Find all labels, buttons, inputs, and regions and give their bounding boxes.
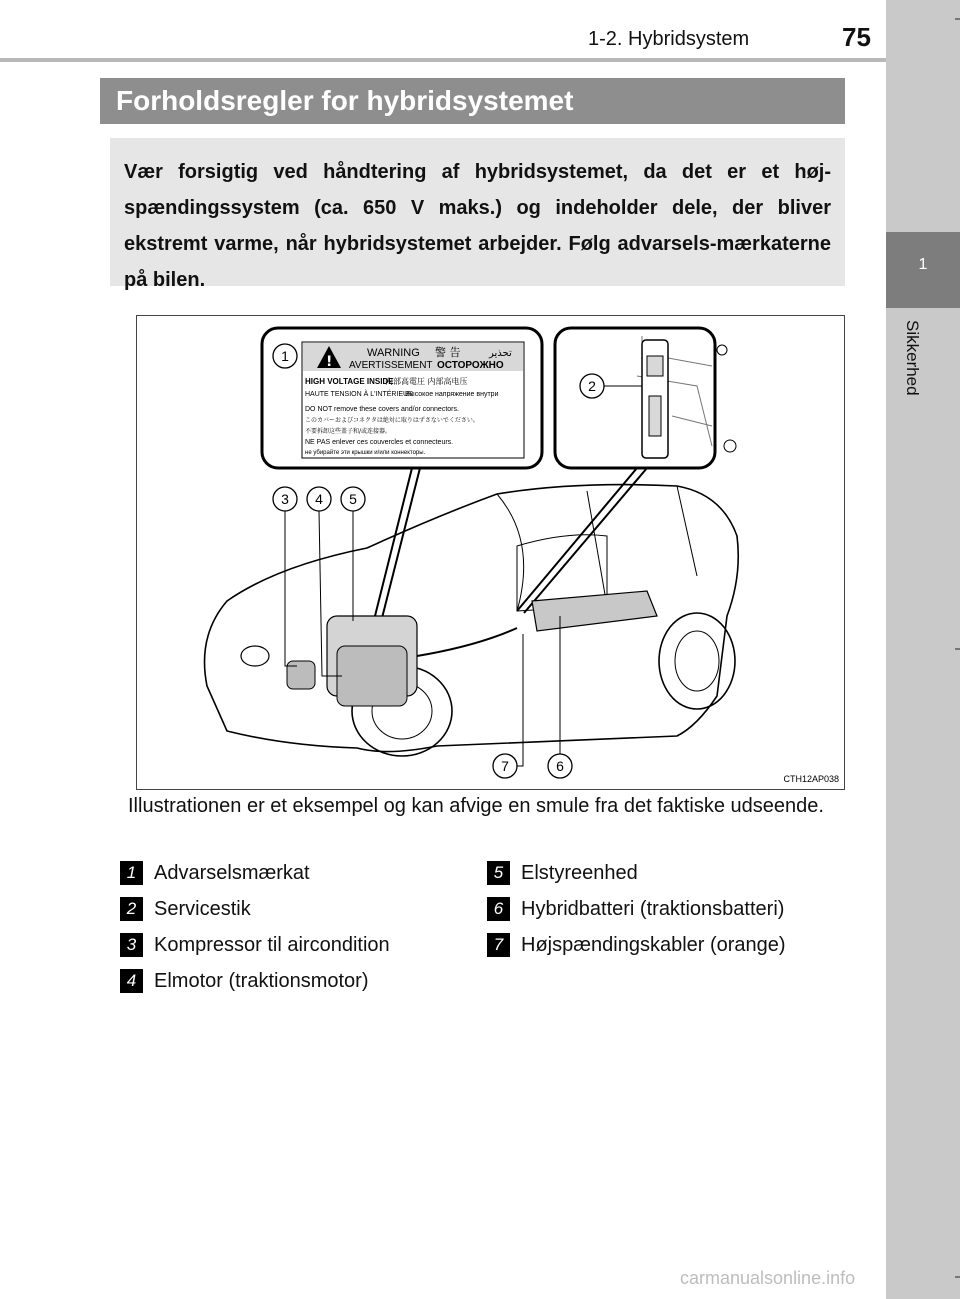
side-tick-top bbox=[955, 18, 960, 20]
ac-compressor bbox=[287, 661, 315, 689]
service-plug-inset bbox=[555, 328, 715, 468]
side-tab-strip bbox=[886, 0, 960, 1299]
legend-num: 1 bbox=[120, 861, 143, 885]
callout-2-label: 2 bbox=[588, 378, 596, 394]
callout-3-label: 3 bbox=[281, 491, 289, 507]
hybrid-battery bbox=[532, 591, 657, 631]
legend-num: 2 bbox=[120, 897, 143, 921]
label-line9: не убирайте эти крышки и/или коннекторы. bbox=[305, 450, 426, 456]
label-line2-ru: ОСТОРОЖНО bbox=[437, 360, 504, 371]
header-divider bbox=[0, 58, 886, 62]
label-line8: NE PAS enlever ces couvercles et connecteurs. bbox=[305, 439, 454, 446]
page-number: 75 bbox=[842, 22, 871, 52]
watermark: carmanualsonline.info bbox=[680, 1268, 856, 1288]
label-line6: このカバーおよびコネクタは絶対に取りはずさないでください。 bbox=[305, 417, 479, 424]
legend-num: 4 bbox=[120, 969, 143, 993]
legend-num: 7 bbox=[487, 933, 510, 957]
label-line1-cjk: 警 告 bbox=[435, 346, 461, 359]
label-line7: 不要拆卸这些盖子和/或连接器。 bbox=[305, 428, 392, 435]
callout-5-label: 5 bbox=[349, 491, 357, 507]
legend-num: 5 bbox=[487, 861, 510, 885]
legend-text: Hybridbatteri (traktionsbatteri) bbox=[521, 898, 785, 920]
callout-6-label: 6 bbox=[556, 758, 564, 774]
legend-num: 3 bbox=[120, 933, 143, 957]
hv-cable bbox=[417, 628, 517, 656]
legend-text: Servicestik bbox=[154, 898, 251, 920]
label-line4-ru: Высокое напряжение внутри bbox=[405, 391, 499, 398]
car-diagram-svg bbox=[137, 316, 844, 789]
label-line3: HIGH VOLTAGE INSIDE bbox=[305, 377, 394, 386]
label-line3-cjk: 内部高電圧 内部高电压 bbox=[385, 377, 468, 386]
label-line1-ar: تحذير bbox=[489, 348, 512, 359]
figure-caption: Illustrationen er et eksempel og kan afvige en smule fra det faktiske udseende. bbox=[128, 795, 824, 817]
figure-code: CTH12AP038 bbox=[783, 774, 839, 784]
hybrid-system-illustration bbox=[136, 315, 845, 790]
callout-4-label: 4 bbox=[315, 491, 323, 507]
label-line2: AVERTISSEMENT bbox=[349, 360, 433, 371]
svg-text:!: ! bbox=[326, 354, 333, 370]
side-tab-label: Sikkerhed bbox=[903, 320, 922, 396]
side-tick-mid bbox=[955, 648, 960, 650]
headlight bbox=[241, 646, 269, 666]
label-line5: DO NOT remove these covers and/or connectors. bbox=[305, 406, 459, 413]
label-line4: HAUTE TENSION À L'INTÉRIEUR bbox=[305, 391, 414, 398]
callout-1-label: 1 bbox=[281, 348, 289, 364]
legend-text: Højspændingskabler (orange) bbox=[521, 934, 786, 956]
legend-text: Kompressor til aircondition bbox=[154, 934, 390, 956]
callout-7-label: 7 bbox=[501, 758, 509, 774]
legend-num: 6 bbox=[487, 897, 510, 921]
section-title: Forholdsregler for hybridsystemet bbox=[100, 78, 845, 124]
legend-text: Advarselsmærkat bbox=[154, 862, 310, 884]
side-tick-bottom bbox=[955, 1276, 960, 1278]
chapter-header: 1-2. Hybridsystem bbox=[588, 28, 750, 50]
side-tab-number: 1 bbox=[918, 256, 928, 273]
legend-text: Elmotor (traktionsmotor) bbox=[154, 970, 369, 992]
rear-wheel bbox=[659, 613, 735, 709]
label-line1: WARNING bbox=[367, 347, 420, 359]
legend-text: Elstyreenhed bbox=[521, 862, 638, 884]
intro-paragraph: Vær forsigtig ved håndtering af hybridsystemet, da det er et høj-spændingssystem (ca. 650 V maks.) og indeholder dele, der bliver ekstremt varme, når hybridsystemet arbejder. Følg advarsels-mærkaterne på bilen. bbox=[110, 138, 845, 286]
